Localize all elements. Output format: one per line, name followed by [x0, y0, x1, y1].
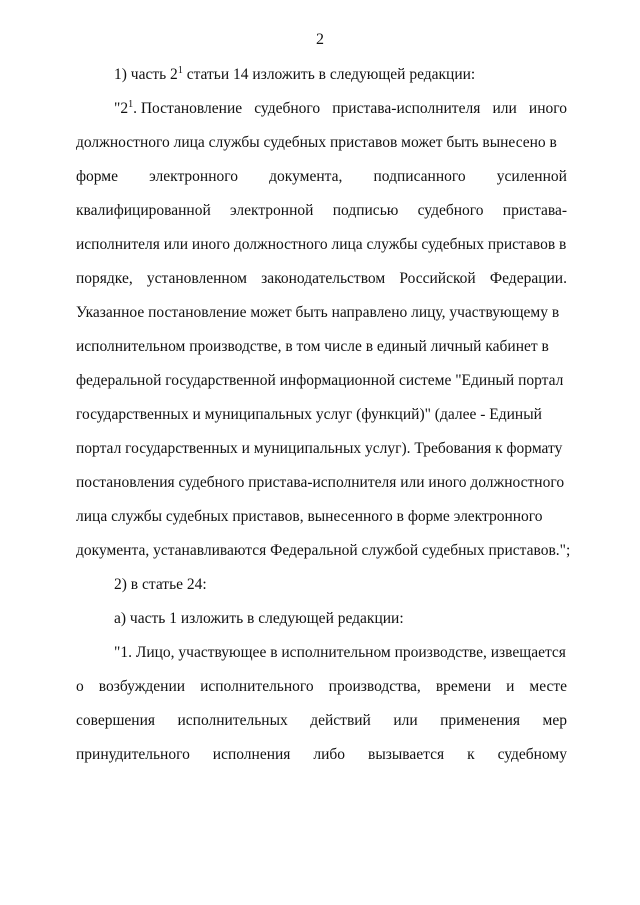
word: возбуждении	[98, 678, 186, 695]
word: электронного	[149, 168, 238, 185]
paragraph-line	[76, 710, 567, 744]
paragraph-line: "1. Лицо, участвующее в исполнительном производстве, извещается	[114, 644, 566, 661]
word: пристава-	[502, 202, 567, 219]
paragraph-line: портал государственных и муниципальных услуг). Требования к формату	[76, 440, 563, 457]
item-1-prefix: 1) часть 2	[114, 66, 178, 83]
word: либо	[313, 746, 346, 763]
paragraph-line: исполнителя или иного должностного лица службы судебных приставов в	[76, 236, 567, 253]
word: вызывается	[368, 746, 445, 763]
word: времени	[435, 678, 492, 695]
paragraph-line	[76, 166, 567, 200]
word: применения	[440, 712, 521, 729]
word: подписью	[332, 202, 399, 219]
word: исполнительных	[177, 712, 288, 729]
word: подписанного	[373, 168, 466, 185]
page-number: 2	[316, 31, 324, 48]
word: судебному	[497, 746, 567, 763]
word: форме	[76, 168, 118, 185]
paragraph-line	[76, 744, 567, 778]
word: иного	[528, 100, 567, 117]
quote-superscript: 1	[128, 99, 134, 110]
paragraph-line	[76, 676, 567, 710]
word: документа,	[269, 168, 343, 185]
paragraph-line	[76, 268, 567, 302]
word: к	[467, 746, 475, 763]
paragraph-line: федеральной государственной информационной системе "Единый портал	[76, 372, 564, 389]
word: пристава-исполнителя	[332, 100, 481, 117]
item-2-heading: 2) в статье 24:	[114, 576, 207, 593]
word: или	[492, 100, 517, 117]
word: исполнения	[212, 746, 291, 763]
word: судебного	[254, 100, 321, 117]
word: или	[393, 712, 418, 729]
word: судебного	[417, 202, 484, 219]
word: исполнительного	[200, 678, 314, 695]
quote-start: "$2^1$. Постановление	[114, 99, 243, 117]
word: законодательством	[261, 270, 386, 287]
paragraph-line	[76, 200, 567, 234]
word: квалифицированной	[76, 202, 211, 219]
word: месте	[529, 678, 567, 695]
word: и	[506, 678, 515, 695]
word: действий	[310, 712, 371, 729]
item-1-heading	[76, 64, 567, 98]
word: принудительного	[76, 746, 190, 763]
word: Российской	[399, 270, 476, 287]
word: установленном	[146, 270, 247, 287]
paragraph-line	[76, 98, 567, 132]
paragraph-line: лица службы судебных приставов, вынесенного в форме электронного	[76, 508, 543, 525]
word: электронной	[230, 202, 314, 219]
word: производства,	[328, 678, 421, 695]
paragraph-line: государственных и муниципальных услуг (функций)" (далее - Единый	[76, 406, 542, 423]
paragraph-line: Указанное постановление может быть направлено лицу, участвующему в	[76, 304, 560, 321]
paragraph-line: постановления судебного пристава-исполнителя или иного должностного	[76, 474, 565, 491]
word: совершения	[76, 712, 156, 729]
document-body	[76, 64, 571, 778]
item-1-suffix: статьи 14 изложить в следующей редакции:	[182, 66, 476, 83]
word: усиленной	[496, 168, 567, 185]
subitem-a-heading: а) часть 1 изложить в следующей редакции:	[114, 610, 404, 627]
word: мер	[542, 712, 567, 729]
paragraph-line: исполнительном производстве, в том числе в единый личный кабинет в	[76, 338, 549, 355]
word: Федерации.	[489, 270, 567, 287]
word: порядке,	[76, 270, 133, 287]
word: о	[76, 678, 84, 695]
paragraph-line: документа, устанавливаются Федеральной службой судебных приставов.";	[76, 542, 571, 559]
paragraph-line: должностного лица службы судебных приставов может быть вынесено в	[76, 134, 557, 151]
item-1-superscript: 1	[177, 65, 183, 76]
